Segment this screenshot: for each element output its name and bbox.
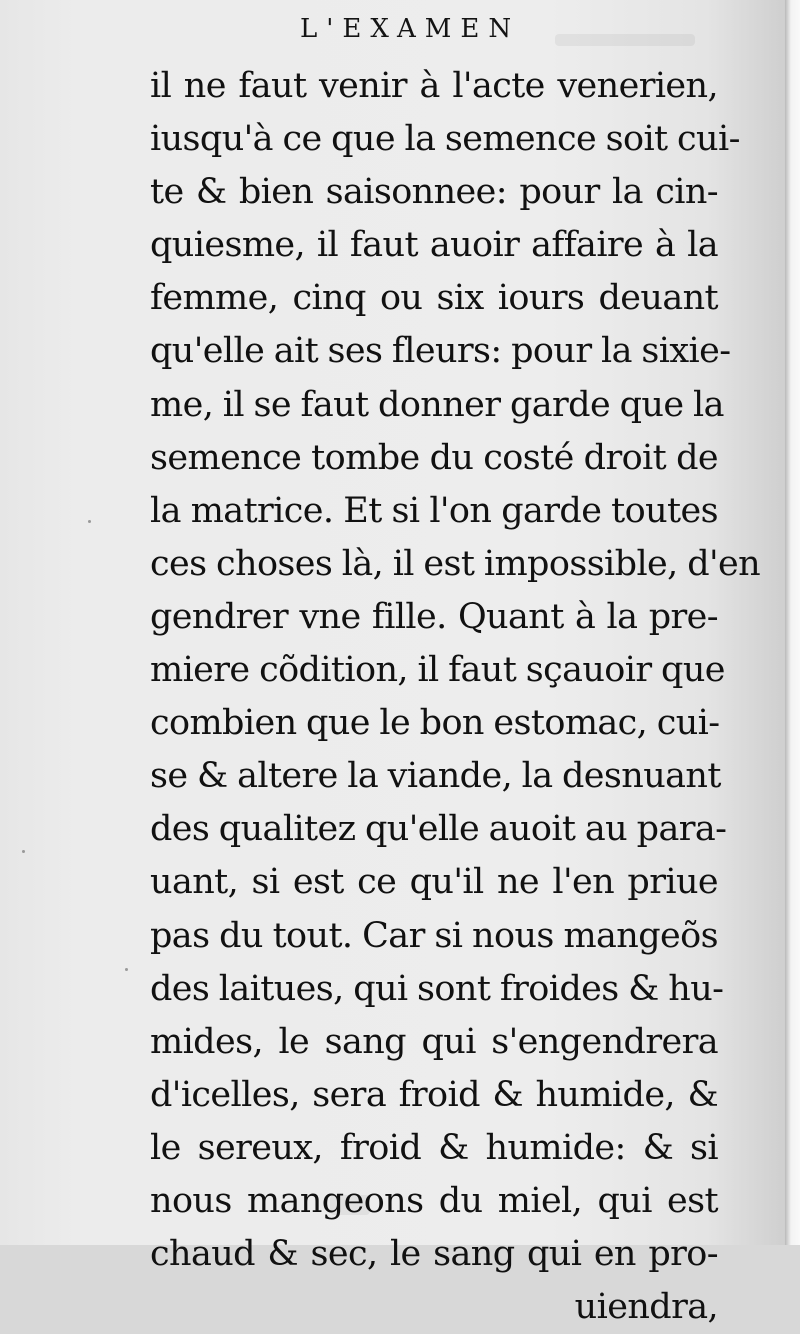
bleed-through-mark	[555, 34, 695, 46]
text-line: se & altere la viande, la desnuant	[150, 756, 721, 797]
text-line: semence tombe du costé droit de	[150, 437, 718, 478]
paper-speck	[88, 520, 91, 523]
text-line: iusqu'à ce que la semence soit cui-	[150, 119, 740, 160]
paper-speck	[125, 968, 128, 971]
text-line: miere cõdition, il faut sçauoir que	[150, 650, 725, 691]
text-line: la matrice. Et si l'on garde toutes	[150, 490, 718, 531]
running-head: L'EXAMEN	[300, 14, 521, 44]
text-line: femme, cinq ou six iours deuant	[150, 278, 718, 319]
text-line: nous mangeons du miel, qui est	[150, 1180, 718, 1221]
text-line: d'icelles, sera froid & humide, &	[150, 1074, 718, 1115]
body-text	[150, 60, 761, 1334]
text-line: uant, si est ce qu'il ne l'en priue	[150, 862, 718, 903]
catchword-line: uiendra,	[574, 1287, 718, 1328]
text-line: des laitues, qui sont froides & hu-	[150, 968, 724, 1009]
text-line: des qualitez qu'elle auoit au para-	[150, 809, 727, 850]
text-line: pas du tout. Car si nous mangeõs	[150, 915, 718, 956]
text-line: gendrer vne fille. Quant à la pre-	[150, 596, 718, 637]
paper-speck	[22, 850, 25, 853]
text-line: mides, le sang qui s'engendrera	[150, 1021, 718, 1062]
text-line: te & bien saisonnee: pour la cin-	[150, 172, 718, 213]
text-line: qu'elle ait ses fleurs: pour la sixie-	[150, 331, 731, 372]
text-line: il ne faut venir à l'acte venerien,	[150, 66, 718, 106]
text-line: chaud & sec, le sang qui en pro-	[150, 1234, 718, 1275]
text-line: quiesme, il faut auoir affaire à la	[150, 225, 718, 266]
text-line: ces choses là, il est impossible, d'en	[150, 543, 761, 584]
page-edge	[785, 0, 800, 1245]
text-line: le sereux, froid & humide: & si	[150, 1127, 718, 1168]
text-line: me, il se faut donner garde que la	[150, 384, 724, 425]
text-line: combien que le bon estomac, cui-	[150, 703, 720, 744]
